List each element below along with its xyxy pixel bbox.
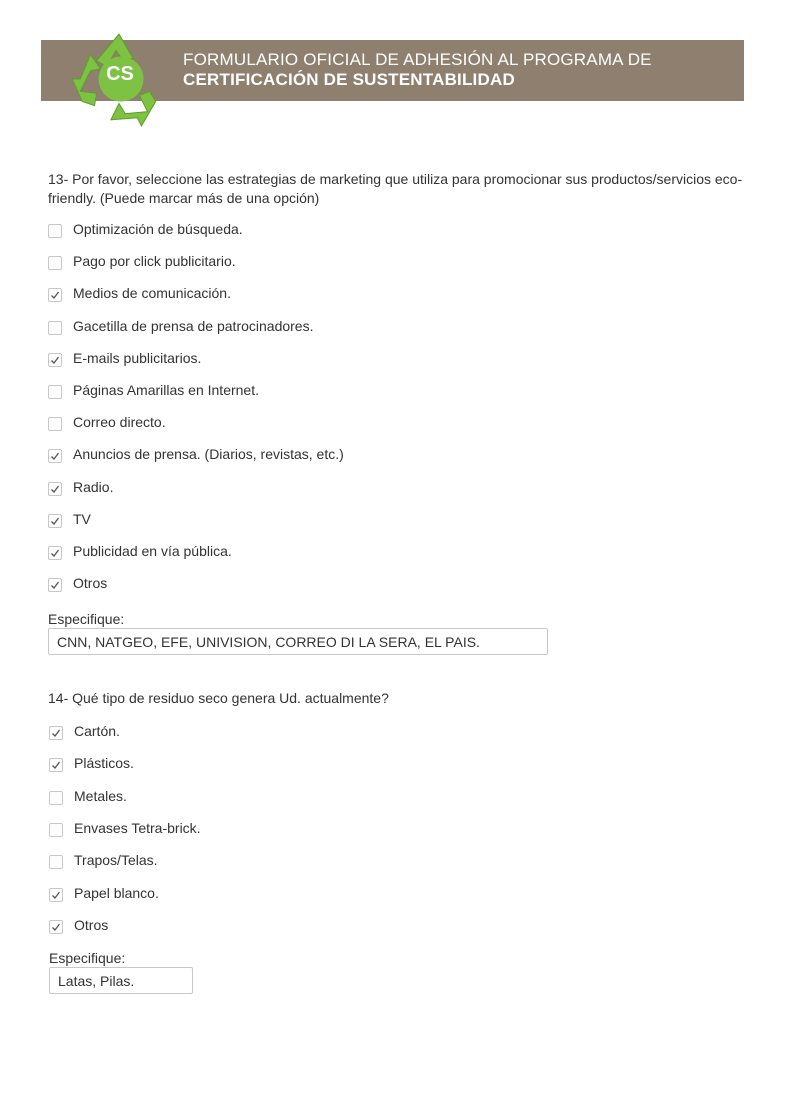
checkbox-checked[interactable] [48,482,62,496]
question-14-specify-label: Especifique: [49,950,126,966]
question-14-text: 14- Qué tipo de residuo seco genera Ud. actualmente? [48,690,389,706]
checkmark-icon [50,727,62,739]
checkmark-icon [50,889,62,901]
checkbox-checked[interactable] [49,758,63,772]
checkmark-icon [49,547,61,559]
checkbox-unchecked[interactable] [48,385,62,399]
checkbox-unchecked[interactable] [48,256,62,270]
checkbox-label: Otros [74,916,109,933]
checkbox-label: Gacetilla de prensa de patrocinadores. [73,317,314,334]
header-title [183,50,652,89]
question-13-specify-field[interactable]: CNN, NATGEO, EFE, UNIVISION, CORREO DI LA SERA, EL PAIS. [48,628,548,655]
checkbox-label: Trapos/Telas. [74,852,158,869]
checkbox-checked[interactable] [48,578,62,592]
checkbox-checked[interactable] [48,514,62,528]
checkbox-unchecked[interactable] [49,855,63,869]
checkmark-icon [49,289,61,301]
checkbox-label: Medios de comunicación. [73,285,231,302]
question-14-specify-field[interactable]: Latas, Pilas. [49,967,193,994]
checkbox-label: Cartón. [74,723,120,739]
question-13-text: 13- Por favor, seleccione las estrategias de marketing que utiliza para promocionar sus productos/servicios eco-friendly. (Puede marcar más de una opción) [48,171,743,206]
checkbox-unchecked[interactable] [49,791,63,805]
checkbox-checked[interactable] [48,449,62,463]
checkmark-icon [49,579,61,591]
checkbox-label: Optimización de búsqueda. [73,221,243,237]
checkbox-checked[interactable] [48,546,62,560]
checkbox-unchecked[interactable] [48,417,62,431]
checkbox-label: Páginas Amarillas en Internet. [73,382,259,398]
checkbox-label: Otros [73,575,108,592]
checkmark-icon [49,483,61,495]
checkbox-label: Papel blanco. [74,884,159,901]
question-13-specify-label: Especifique: [48,611,125,627]
checkbox-checked[interactable] [49,920,63,934]
checkbox-label: Radio. [73,478,114,495]
checkmark-icon [49,515,61,527]
checkmark-icon [49,450,61,462]
checkbox-label: Publicidad en vía pública. [73,543,232,559]
checkbox-unchecked[interactable] [48,224,62,238]
checkmark-icon [49,354,61,366]
checkbox-label: Anuncios de prensa. (Diarios, revistas, etc.) [73,446,344,463]
header-title-line2: CERTIFICACIÓN DE SUSTENTABILIDAD [183,69,515,89]
checkbox-label: Plásticos. [74,755,134,772]
checkbox-label: Envases Tetra-brick. [74,819,201,836]
checkbox-label: TV [73,510,91,527]
logo-text: CS [106,63,134,85]
checkbox-unchecked[interactable] [49,823,63,837]
checkbox-unchecked[interactable] [48,321,62,335]
header-title-line1: FORMULARIO OFICIAL DE ADHESIÓN AL PROGRAMA DE [183,50,652,69]
checkbox-checked[interactable] [49,888,63,902]
checkmark-icon [50,921,62,933]
checkbox-checked[interactable] [49,726,63,740]
checkbox-label: Metales. [74,787,127,804]
checkbox-checked[interactable] [48,288,62,302]
checkbox-label: Correo directo. [73,414,166,431]
checkbox-label: Pago por click publicitario. [73,253,236,270]
checkmark-icon [50,759,62,771]
checkbox-checked[interactable] [48,353,62,367]
checkbox-label: E-mails publicitarios. [73,349,202,366]
